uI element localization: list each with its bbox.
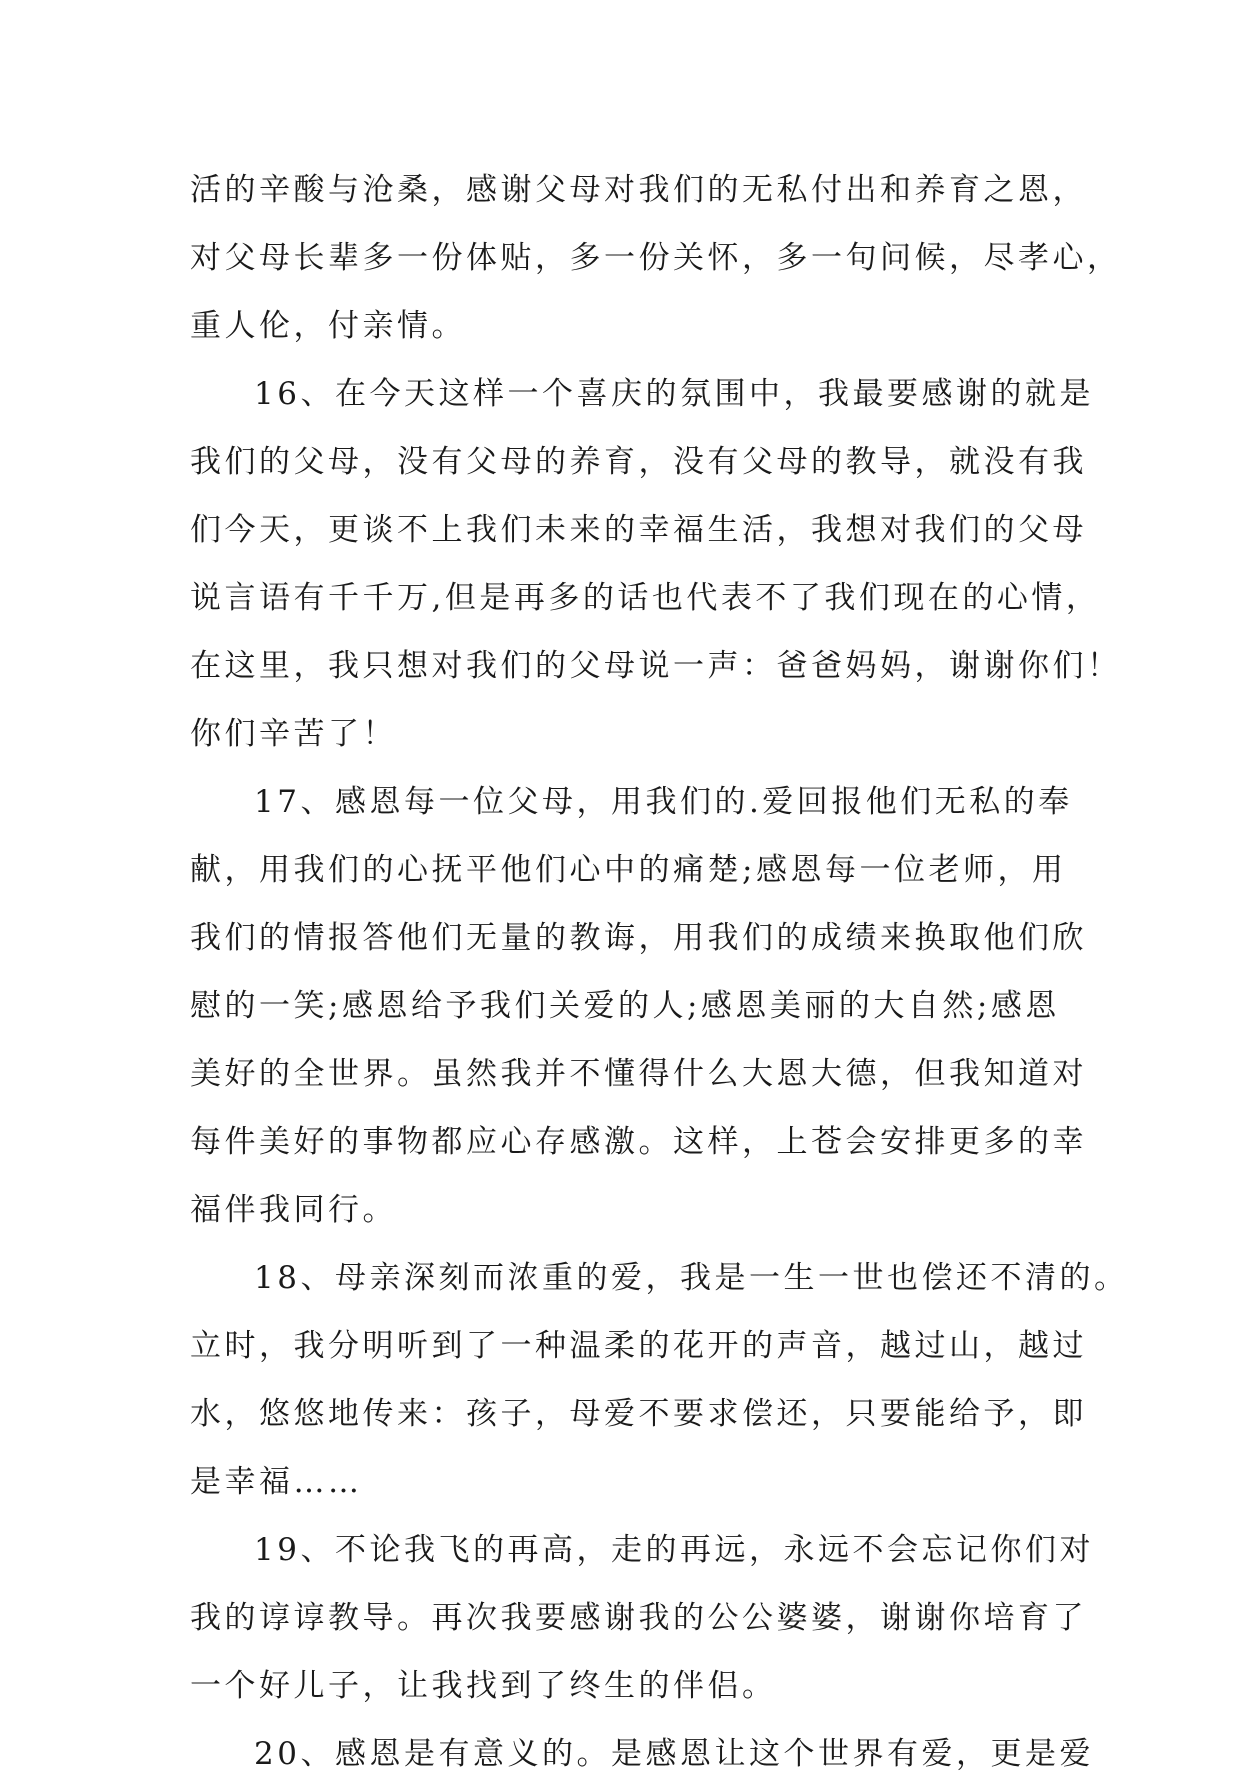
text-line: 说言语有千千万,但是再多的话也代表不了我们现在的心情，	[190, 580, 1101, 616]
text-line: 我们的父母，没有父母的养育，没有父母的教导，就没有我	[190, 444, 1087, 480]
text-line: 你们辛苦了！	[190, 716, 397, 752]
body-text	[190, 156, 1129, 1788]
text-line: 是幸福……	[190, 1464, 363, 1500]
text-line: 活的辛酸与沧桑，感谢父母对我们的无私付出和养育之恩，	[190, 172, 1087, 208]
paragraph-19-start: 19、不论我飞的再高，走的再远，永远不会忘记你们对	[254, 1532, 1094, 1568]
text-line: 在这里，我只想对我们的父母说一声：爸爸妈妈，谢谢你们！	[190, 648, 1122, 684]
text-line: 水，悠悠地传来：孩子，母爱不要求偿还，只要能给予，即	[190, 1396, 1087, 1432]
text-line: 福伴我同行。	[190, 1192, 397, 1228]
text-line: 一个好儿子，让我找到了终生的伴侣。	[190, 1668, 777, 1704]
text-line: 立时，我分明听到了一种温柔的花开的声音，越过山，越过	[190, 1328, 1087, 1364]
text-line: 献，用我们的心抚平他们心中的痛楚;感恩每一位老师，用	[190, 852, 1067, 888]
text-line: 对父母长辈多一份体贴，多一份关怀，多一句问候，尽孝心，	[190, 240, 1122, 276]
text-line: 每件美好的事物都应心存感激。这样，上苍会安排更多的幸	[190, 1124, 1087, 1160]
text-line: 慰的一笑;感恩给予我们关爱的人;感恩美丽的大自然;感恩	[190, 988, 1060, 1024]
paragraph-17-start: 17、感恩每一位父母，用我们的.爱回报他们无私的奉	[254, 784, 1073, 820]
text-line: 重人伦，付亲情。	[190, 308, 466, 344]
paragraph-18-start: 18、母亲深刻而浓重的爱，我是一生一世也偿还不清的。	[254, 1260, 1129, 1296]
text-line: 美好的全世界。虽然我并不懂得什么大恩大德，但我知道对	[190, 1056, 1087, 1092]
text-line: 我们的情报答他们无量的教诲，用我们的成绩来换取他们欣	[190, 920, 1087, 956]
paragraph-16-start: 16、在今天这样一个喜庆的氛围中，我最要感谢的就是	[254, 376, 1094, 412]
text-line: 我的谆谆教导。再次我要感谢我的公公婆婆，谢谢你培育了	[190, 1600, 1087, 1636]
paragraph-20-start: 20、感恩是有意义的。是感恩让这个世界有爱，更是爱	[254, 1736, 1094, 1772]
text-line: 们今天，更谈不上我们未来的幸福生活，我想对我们的父母	[190, 512, 1087, 548]
